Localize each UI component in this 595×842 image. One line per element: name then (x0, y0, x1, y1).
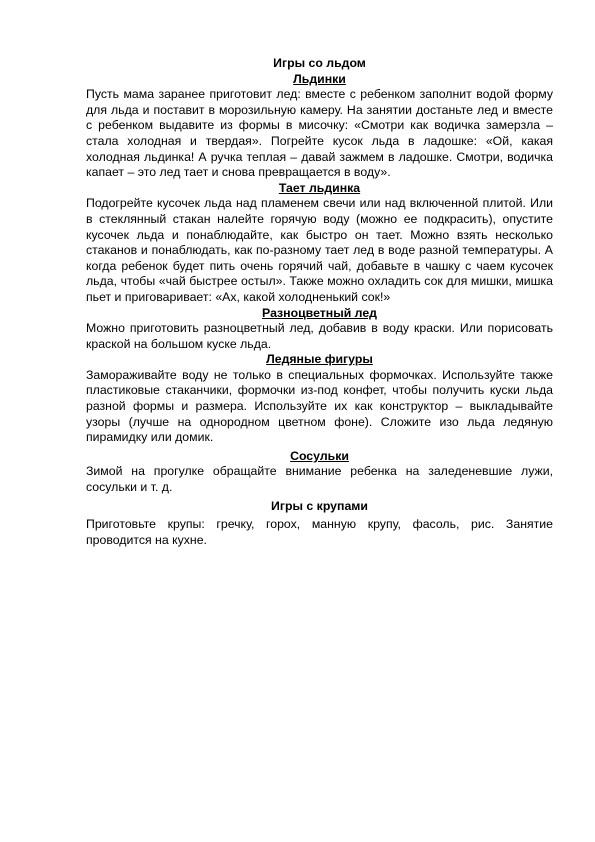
section-heading-melting-ice: Тает льдинка (278, 180, 361, 195)
section-heading-ice-pieces: Льдинки (293, 71, 346, 86)
section-text-ice-pieces: Пусть мама заранее приготовит лед: вместе с ребенком заполнит водой форму для льда и поставит в морозильную камеру. На занятии достаньте лед и вместе с ребенком выдавите из формы в мисочку: «Смотри как водичка замерзла – стала холодная и твердая». Погрейте кусок льда в ладошке: «Ой, какая холодная льдинка! А ручка теплая – давай зажмем в ладошке. Смотри, водичка капает – это лед тает и снова превращается в воду». (86, 87, 553, 180)
document-page (86, 56, 553, 548)
section-text-icicles: Зимой на прогулке обращайте внимание ребенка на заледеневшие лужи, сосульки и т. д. (86, 464, 553, 495)
second-text: Приготовьте крупы: гречку, горох, манную крупу, фасоль, рис. Занятие проводится на кухне. (86, 517, 553, 547)
section-heading-icicles: Сосульки (290, 448, 349, 463)
section-heading-colored-ice: Разноцветный лед (262, 305, 377, 320)
section-text-melting-ice: Подогрейте кусочек льда над пламенем свечи или над включенной плитой. Или в стеклянный стакан налейте горячую воду (можно ее подкрасить), опустите кусочек льда и понаблюдайте, как быстро он тает. Можно взять несколько стаканов и понаблюдать, как по-разному тает лед в воде разной температуры. А когда ребенок будет пить очень горячий чай, добавьте в чашку с чаем кусочек льда, чтобы «чай быстрее остыл». Также можно охладить сок для мишки, мишка пьет и приговаривает: «Ах, какой холодненький сок!» (86, 196, 553, 304)
section-text-colored-ice: Можно приготовить разноцветный лед, добавив в воду краски. Или порисовать краской на большом куске льда. (86, 321, 553, 351)
section-heading-ice-figures: Ледяные фигуры (266, 352, 373, 367)
document-title: Игры со льдом (273, 56, 366, 70)
second-title: Игры с крупами (271, 498, 368, 513)
section-text-ice-figures: Замораживайте воду не только в специальных формочках. Используйте также пластиковые стаканчики, формочки из-под конфет, чтобы получить куски льда разной формы и размера. Используйте их как конструктор – выкладывайте узоры (лучше на однородном цветном фоне). Сложите изо льда ледяную пирамидку или домик. (86, 367, 553, 445)
